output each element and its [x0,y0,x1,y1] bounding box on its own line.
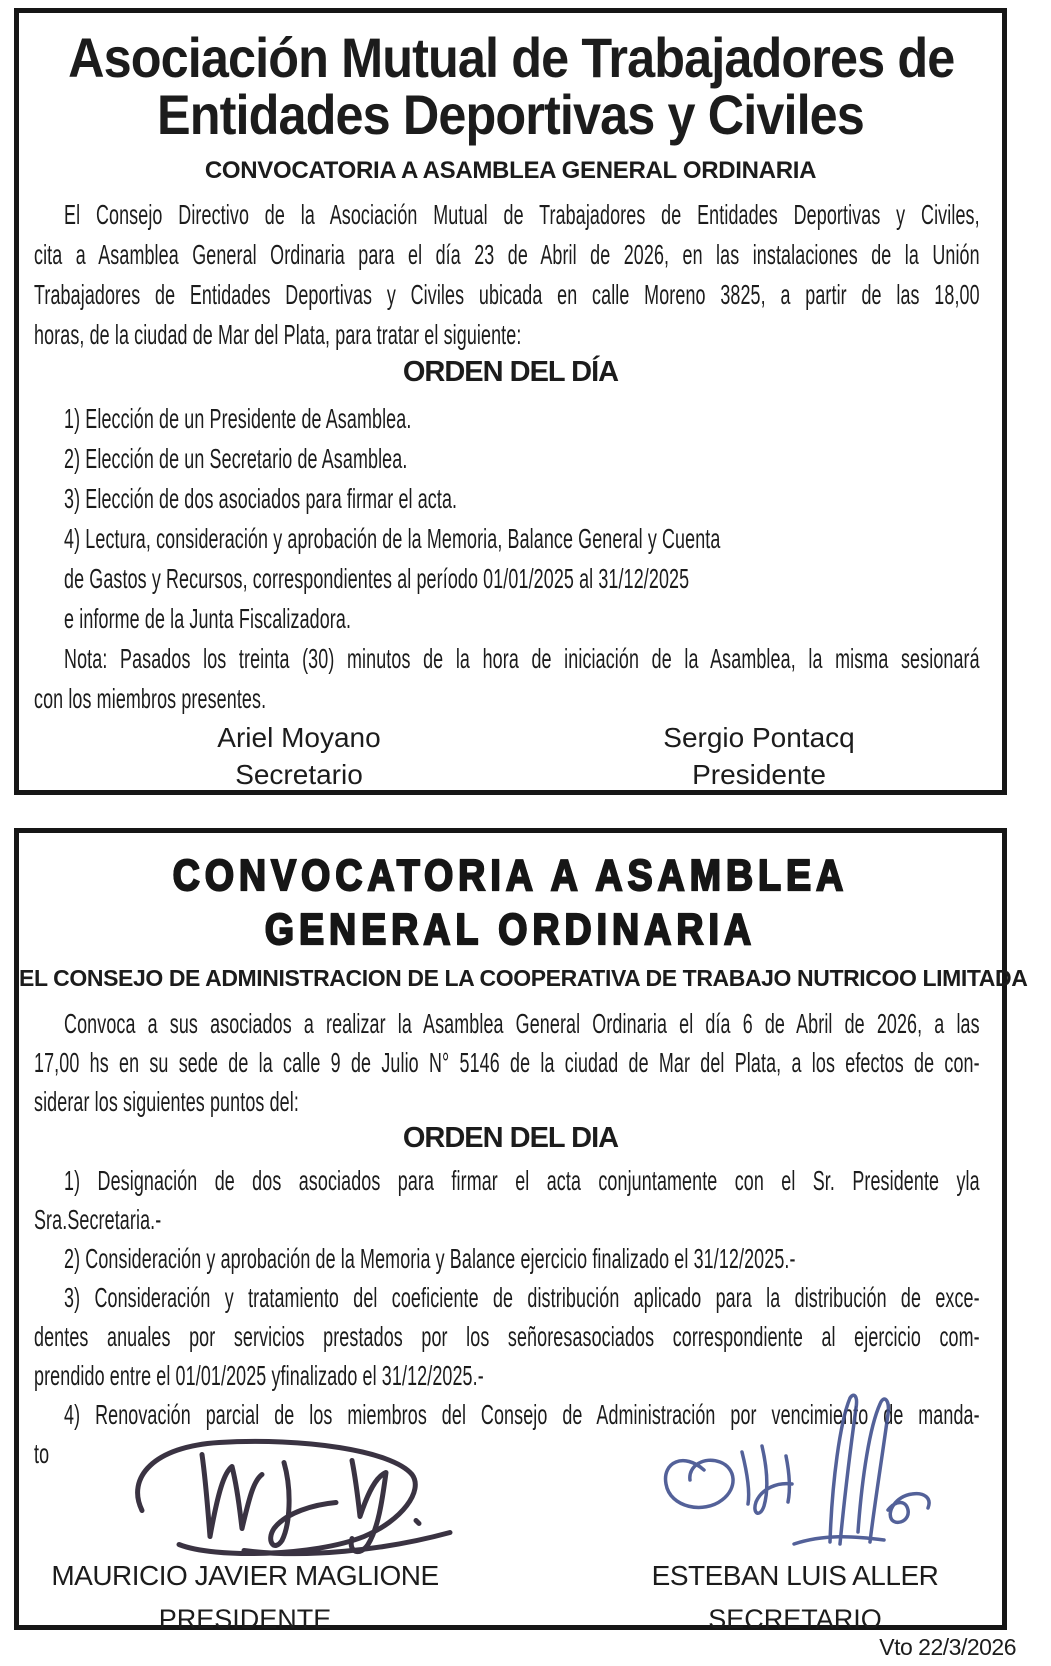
notice-box-cooperativa-nutricoo [14,828,1028,1634]
signatory-name: ESTEBAN LUIS ALLER [651,1560,939,1591]
notice2-title-line1: CONVOCATORIA A ASAMBLEA [172,851,849,900]
notice-box-mutual-asociacion [14,8,1007,795]
signatory-left [149,721,449,792]
agenda-item: 3) Elección de dos asociados para firmar el acta. [64,483,458,514]
signatory-name: Ariel Moyano [217,722,381,753]
signatory-role: PRESIDENTE [158,1604,332,1634]
notice1-title-line1: Asociación Mutual de Trabajadores de [68,26,955,89]
agenda-item-continuation: dentes anuales por servicios prestados por los señoresasociados correspondiente al ejercicio com- [34,1321,980,1352]
maglione-handwritten-signature [124,1431,454,1559]
notice1-agenda-list [34,399,980,719]
signatory-right [585,1560,1005,1635]
notice1-signatories [19,721,1002,792]
signatory-name: MAURICIO JAVIER MAGLIONE [51,1560,439,1591]
paragraph-line: horas, de la ciudad de Mar del Plata, para tratar el siguiente: [34,319,522,350]
paragraph-line: siderar los siguientes puntos del: [34,1086,299,1117]
agenda-item-continuation: de Gastos y Recursos, correspondientes al período 01/01/2025 al 31/12/2025 [64,563,690,594]
paragraph-line: Convoca a sus asociados a realizar la Asamblea General Ordinaria el día 6 de Abril de 2026, a las [64,1008,980,1039]
paragraph-line: cita a Asamblea General Ordinaria para el día 23 de Abril de 2026, en las instalaciones de la Unión [34,239,980,270]
agenda-item-continuation: Sra.Secretaria.- [34,1204,162,1235]
agenda-item: 1) Designación de dos asociados para firmar el acta conjuntamente con el Sr. Presidente yla [64,1165,980,1196]
notice2-board-line: EL CONSEJO DE ADMINISTRACION DE LA COOPERATIVA DE TRABAJO NUTRICOO LIMITADA [19,965,1028,991]
agenda-item: 2) Elección de un Secretario de Asamblea. [64,443,408,474]
agenda-item-continuation: e informe de la Junta Fiscalizadora. [64,603,352,634]
notice1-subtitle: CONVOCATORIA A ASAMBLEA GENERAL ORDINARIA [204,157,817,184]
paragraph-line: Trabajadores de Entidades Deportivas y Civiles ubicada en calle Moreno 3825, a partir de las 18,00 [34,279,980,310]
note-line: Nota: Pasados los treinta (30) minutos de la hora de iniciación de la Asamblea, la misma sesionará [64,643,980,674]
notice1-orden-del-dia-heading: ORDEN DEL DÍA [402,356,619,388]
note-line: con los miembros presentes. [34,683,267,714]
notice1-paragraph [34,195,980,355]
expiry-note: Vto 22/3/2026 [879,1634,1016,1660]
notice2-title [93,849,929,957]
signatory-name: Sergio Pontacq [663,722,855,753]
agenda-item: 2) Consideración y aprobación de la Memoria y Balance ejercicio finalizado el 31/12/2025.- [64,1243,796,1274]
notice1-title-line2: Entidades Deportivas y Civiles [157,83,864,146]
notice2-orden-del-dia-heading: ORDEN DEL DIA [402,1122,619,1154]
agenda-item-continuation: to [34,1438,50,1469]
agenda-item: 3) Consideración y tratamiento del coeficiente de distribución aplicado para la distribución de exce- [64,1282,980,1313]
aller-handwritten-signature [644,1391,944,1563]
paragraph-line: El Consejo Directivo de la Asociación Mutual de Trabajadores de Entidades Deportivas y Civiles, [64,199,980,230]
agenda-item: 1) Elección de un Presidente de Asamblea. [64,403,412,434]
agenda-item: 4) Lectura, consideración y aprobación de la Memoria, Balance General y Cuenta [64,523,721,554]
signatory-role: Secretario [235,759,363,790]
signatory-right [609,721,909,792]
signatory-role: SECRETARIO [708,1604,882,1634]
agenda-item-continuation: prendido entre el 01/01/2025 yfinalizado el 31/12/2025.- [34,1360,484,1391]
notice2-title-line2: GENERAL ORDINARIA [264,905,757,954]
agenda-item: 4) Renovación parcial de los miembros del Consejo de Administración por vencimiento de manda- [64,1399,980,1430]
notice2-paragraph [34,1004,980,1121]
signatory-role: Presidente [692,759,826,790]
paragraph-line: 17,00 hs en su sede de la calle 9 de Julio N° 5146 de la ciudad de Mar del Plata, a los efectos de con- [34,1047,980,1078]
notice1-title [68,26,955,146]
signatory-left [35,1560,455,1635]
